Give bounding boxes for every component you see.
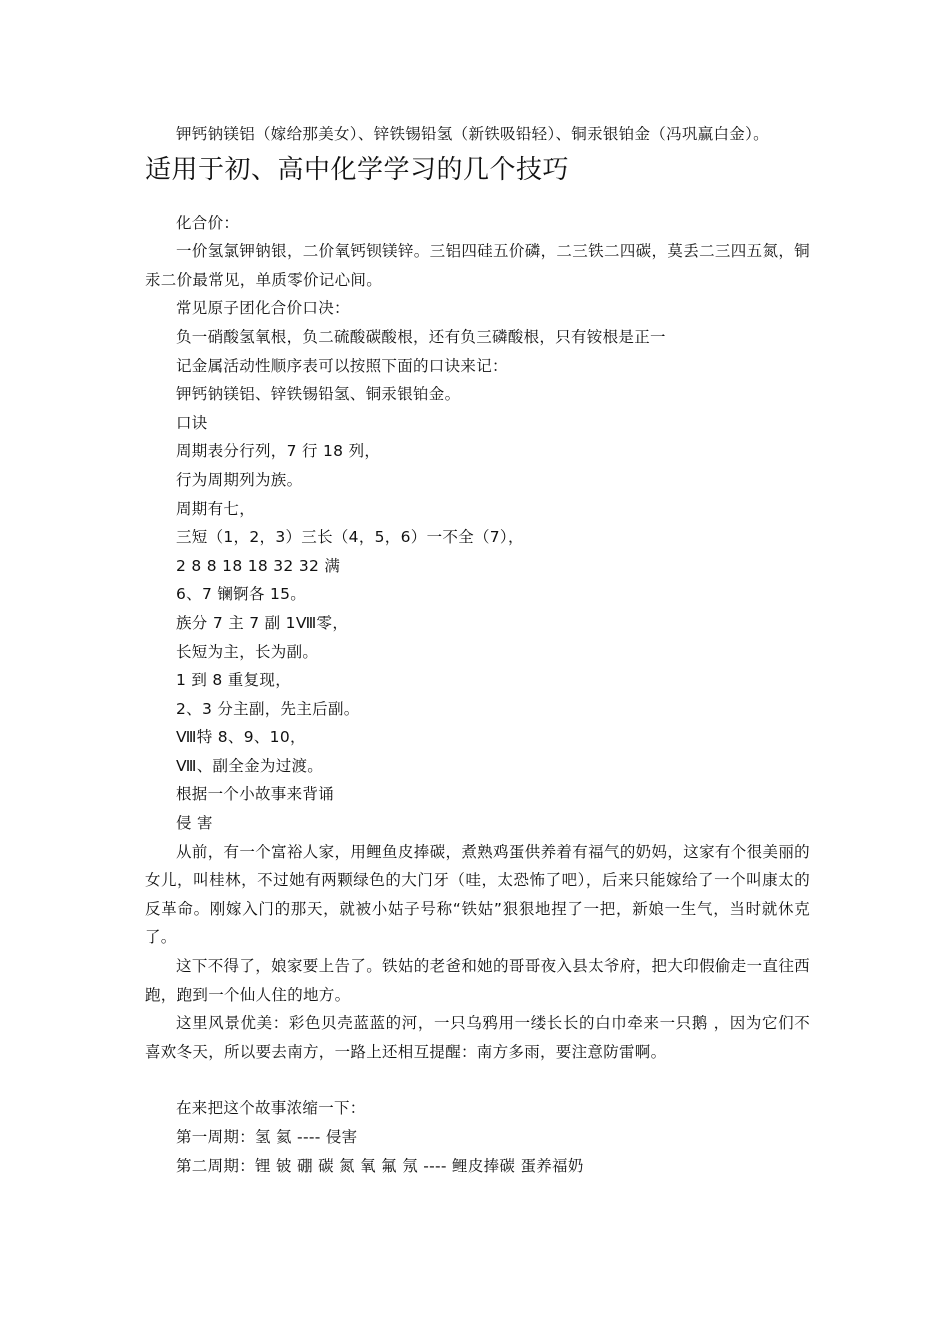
text-line: 族分 7 主 7 副 1Ⅷ零， xyxy=(176,613,349,632)
story-paragraph: 这下不得了，娘家要上告了。铁姑的老爸和她的哥哥夜入县太爷府，把大印假偷走一直往西跑，跑到一个仙人住的地方。 xyxy=(145,957,810,1004)
text-line: 一价氢氯钾钠银，二价氧钙钡镁锌。三铝四硅五价磷，二三铁二四碳，莫丢二三四五氮，铜汞二价最常见，单质零价记心间。 xyxy=(145,242,810,289)
text-line: 记金属活动性顺序表可以按照下面的口诀来记： xyxy=(176,356,508,375)
document-body xyxy=(145,120,810,1180)
text-line: 三短（1，2，3）三长（4，5，6）一不全（7）， xyxy=(176,528,524,547)
story-paragraph: 这里风景优美：彩色贝壳蓝蓝的河，一只乌鸦用一缕长长的白巾牵来一只鹅 ，因为它们不喜欢冬天，所以要去南方，一路上还相互提醒：南方多雨，要注意防雷啊。 xyxy=(145,1014,810,1061)
document-title: 适用于初、高中化学学习的几个技巧 xyxy=(145,154,570,185)
text-line: 周期有七， xyxy=(176,499,256,518)
text-line: 钾钙钠镁铝、锌铁锡铅氢、铜汞银铂金。 xyxy=(176,385,461,404)
text-line: 行为周期列为族。 xyxy=(176,470,303,489)
text-line: 根据一个小故事来背诵 xyxy=(176,785,335,804)
text-line: 1 到 8 重复现， xyxy=(176,671,292,690)
text-line: 在来把这个故事浓缩一下： xyxy=(176,1099,366,1118)
blank-line xyxy=(145,1066,810,1094)
intro-paragraph: 钾钙钠镁铝（嫁给那美女）、锌铁锡铅氢（新铁吸铅轻）、铜汞银铂金（冯巩赢白金）。 xyxy=(176,125,769,143)
text-line: Ⅷ、副全金为过渡。 xyxy=(176,756,324,775)
story-paragraph: 从前，有一个富裕人家，用鲤鱼皮捧碳，煮熟鸡蛋供养着有福气的奶妈，这家有个很美丽的女儿，叫桂林，不过她有两颗绿色的大门牙（哇，太恐怖了吧），后来只能嫁给了一个叫康太的反革命。刚嫁入门的那天，就被小姑子号称“铁姑”狠狠地捏了一把，新娘一生气，当时就休克了。 xyxy=(145,842,810,947)
text-line: 负一硝酸氢氧根，负二硫酸碳酸根，还有负三磷酸根，只有铵根是正一 xyxy=(176,327,666,346)
content-block-1 xyxy=(145,209,810,1067)
text-line: 常见原子团化合价口决： xyxy=(176,299,350,318)
text-line: 长短为主，长为副。 xyxy=(176,642,319,661)
text-line: 周期表分行列，7 行 18 列， xyxy=(176,442,381,461)
text-line: 侵 害 xyxy=(176,814,213,833)
text-line: 2 8 8 18 18 32 32 满 xyxy=(176,556,341,575)
content-block-2 xyxy=(145,1094,810,1180)
text-line: 2、3 分主副，先主后副。 xyxy=(176,699,360,718)
text-line: 6、7 镧锕各 15。 xyxy=(176,585,307,604)
text-line: Ⅷ特 8、9、10， xyxy=(176,728,306,747)
text-line: 第二周期：锂 铍 硼 碳 氮 氧 氟 氖 ---- 鲤皮捧碳 蛋养福奶 xyxy=(176,1156,584,1175)
text-line: 化合价： xyxy=(176,213,240,232)
text-line: 口诀 xyxy=(176,413,208,432)
text-line: 第一周期：氢 氦 ---- 侵害 xyxy=(176,1128,358,1146)
